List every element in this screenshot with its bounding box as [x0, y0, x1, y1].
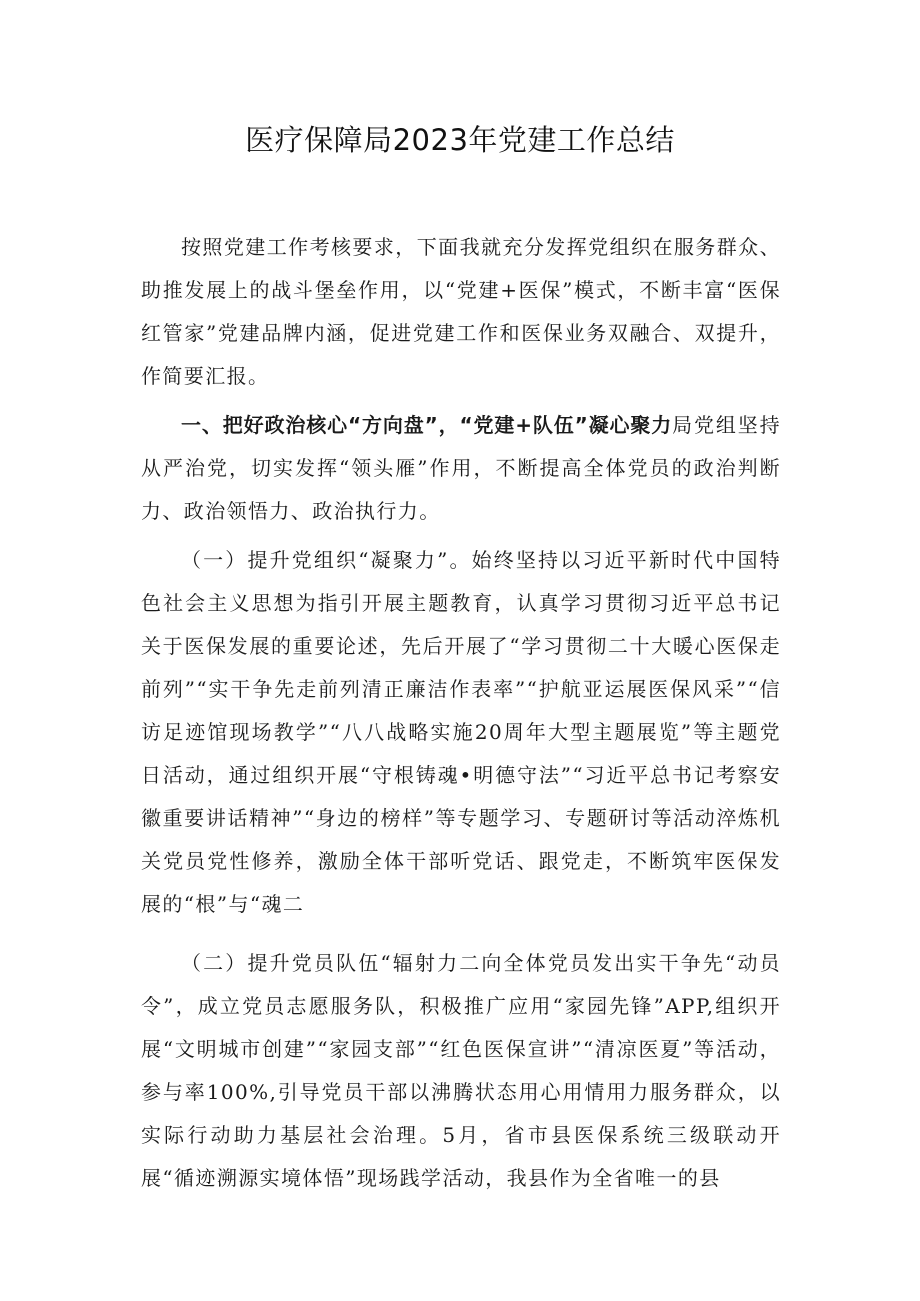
subsection-2-paragraph: （二）提升党员队伍“辐射力二向全体党员发出实干争先“动员令”，成立党员志愿服务队，积极推广应用“家园先锋”APP,组织开展“文明城市创建”“家园支部”“红色医保宣讲”“清凉医夏”等活动，参与率100%,引导党员干部以沸腾状态用心用情用力服务群众，以实际行动助力基层社会治理。5月，省市县医保系统三级联动开展“循迹溯源实境体悟”现场践学活动，我县作为全省唯一的县 — [141, 951, 781, 1190]
section-1-paragraph — [141, 404, 781, 533]
section-1-heading: 一、把好政治核心“方向盘”，“党建+队伍”凝心聚力 — [181, 413, 673, 437]
spacer — [141, 926, 781, 942]
document-body — [141, 226, 781, 1200]
intro-paragraph: 按照党建工作考核要求，下面我就充分发挥党组织在服务群众、助推发展上的战斗堡垒作用，以“党建+医保”模式，不断丰富“医保红管家”党建品牌内涵，促进党建工作和医保业务双融合、双提升，作简要汇报。 — [141, 235, 781, 388]
section-1-text: 局党组坚持从严治党，切实发挥“领头雁”作用，不断提高全体党员的政治判断力、政治领悟力、政治执行力。 — [141, 413, 781, 523]
document-title: 医疗保障局2023年党建工作总结 — [245, 123, 675, 157]
subsection-1-paragraph: （一）提升党组织“凝聚力”。始终坚持以习近平新时代中国特色社会主义思想为指引开展主题教育，认真学习贯彻习近平总书记关于医保发展的重要论述，先后开展了“学习贯彻二十大暖心医保走前列”“实干争先走前列清正廉洁作表率”“护航亚运展医保风采”“信访足迹馆现场教学”“八八战略实施20周年大型主题展览”等主题党日活动，通过组织开展“守根铸魂•明德守法”“习近平总书记考察安徽重要讲话精神”“身边的榜样”等专题学习、专题研讨等活动淬炼机关党员党性修养，激励全体干部听党话、跟党走，不断筑牢医保发展的“根”与“魂二 — [141, 548, 781, 916]
